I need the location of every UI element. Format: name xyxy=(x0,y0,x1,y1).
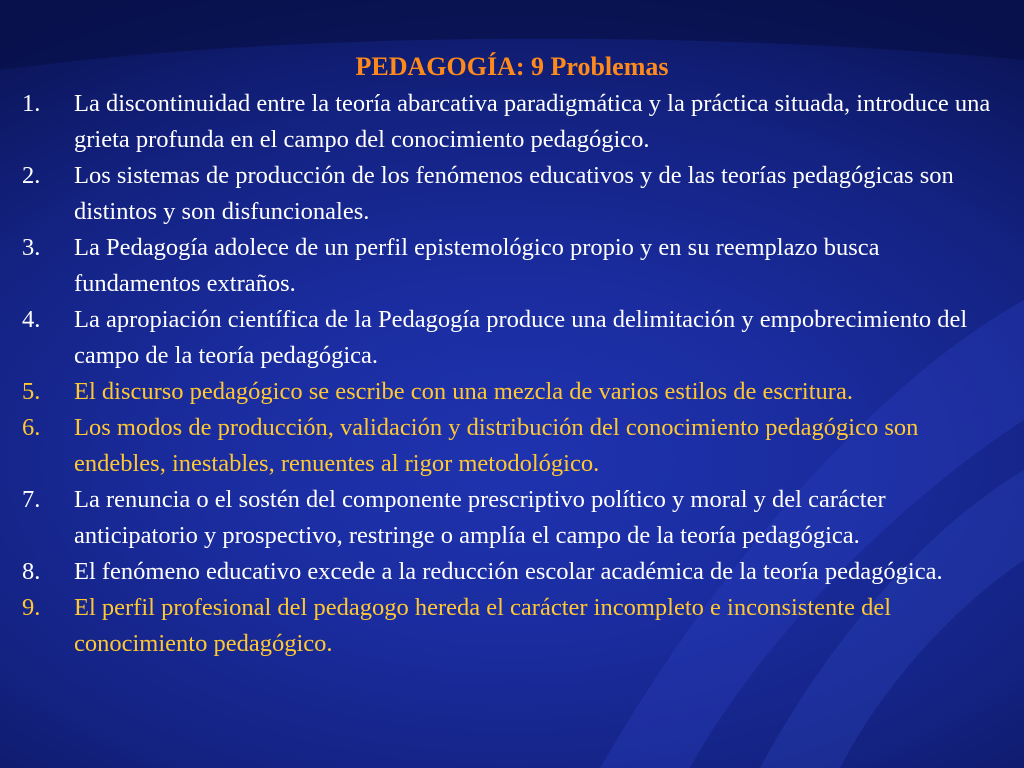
item-number: 2. xyxy=(22,162,41,189)
list-item xyxy=(22,374,1012,410)
item-text: La renuncia o el sostén del componente prescriptivo político y moral y del carácter anticipatorio y prospectivo, restringe o amplía el campo de la teoría pedagógica. xyxy=(74,486,886,549)
item-text: Los sistemas de producción de los fenómenos educativos y de las teorías pedagógicas son distintos y son disfuncionales. xyxy=(74,162,954,225)
list-item xyxy=(22,590,1012,662)
item-number: 8. xyxy=(22,558,41,585)
list-item xyxy=(22,410,1012,482)
problems-list xyxy=(22,86,1012,662)
list-item xyxy=(22,158,1012,230)
item-number: 9. xyxy=(22,594,41,621)
item-text: El discurso pedagógico se escribe con una mezcla de varios estilos de escritura. xyxy=(74,378,853,405)
item-number: 1. xyxy=(22,90,41,117)
item-number: 5. xyxy=(22,378,41,405)
item-number: 7. xyxy=(22,486,41,513)
list-item xyxy=(22,554,1012,590)
item-text: La apropiación científica de la Pedagogía produce una delimitación y empobrecimiento del campo de la teoría pedagógica. xyxy=(74,306,968,369)
item-text: La discontinuidad entre la teoría abarcativa paradigmática y la práctica situada, introduce una grieta profunda en el campo del conocimiento pedagógico. xyxy=(74,90,991,153)
list-item xyxy=(22,482,1012,554)
item-text: El fenómeno educativo excede a la reducción escolar académica de la teoría pedagógica. xyxy=(74,558,943,585)
item-text: La Pedagogía adolece de un perfil epistemológico propio y en su reemplazo busca fundamentos extraños. xyxy=(74,234,880,297)
slide-title: PEDAGOGÍA: 9 Problemas xyxy=(355,52,669,81)
list-item xyxy=(22,302,1012,374)
item-number: 4. xyxy=(22,306,41,333)
item-number: 3. xyxy=(22,234,41,261)
list-item xyxy=(22,86,1012,158)
item-text: Los modos de producción, validación y distribución del conocimiento pedagógico son endebles, inestables, renuentes al rigor metodológico. xyxy=(74,414,919,477)
item-text: El perfil profesional del pedagogo hereda el carácter incompleto e inconsistente del conocimiento pedagógico. xyxy=(74,594,892,657)
list-item xyxy=(22,230,1012,302)
item-number: 6. xyxy=(22,414,41,441)
